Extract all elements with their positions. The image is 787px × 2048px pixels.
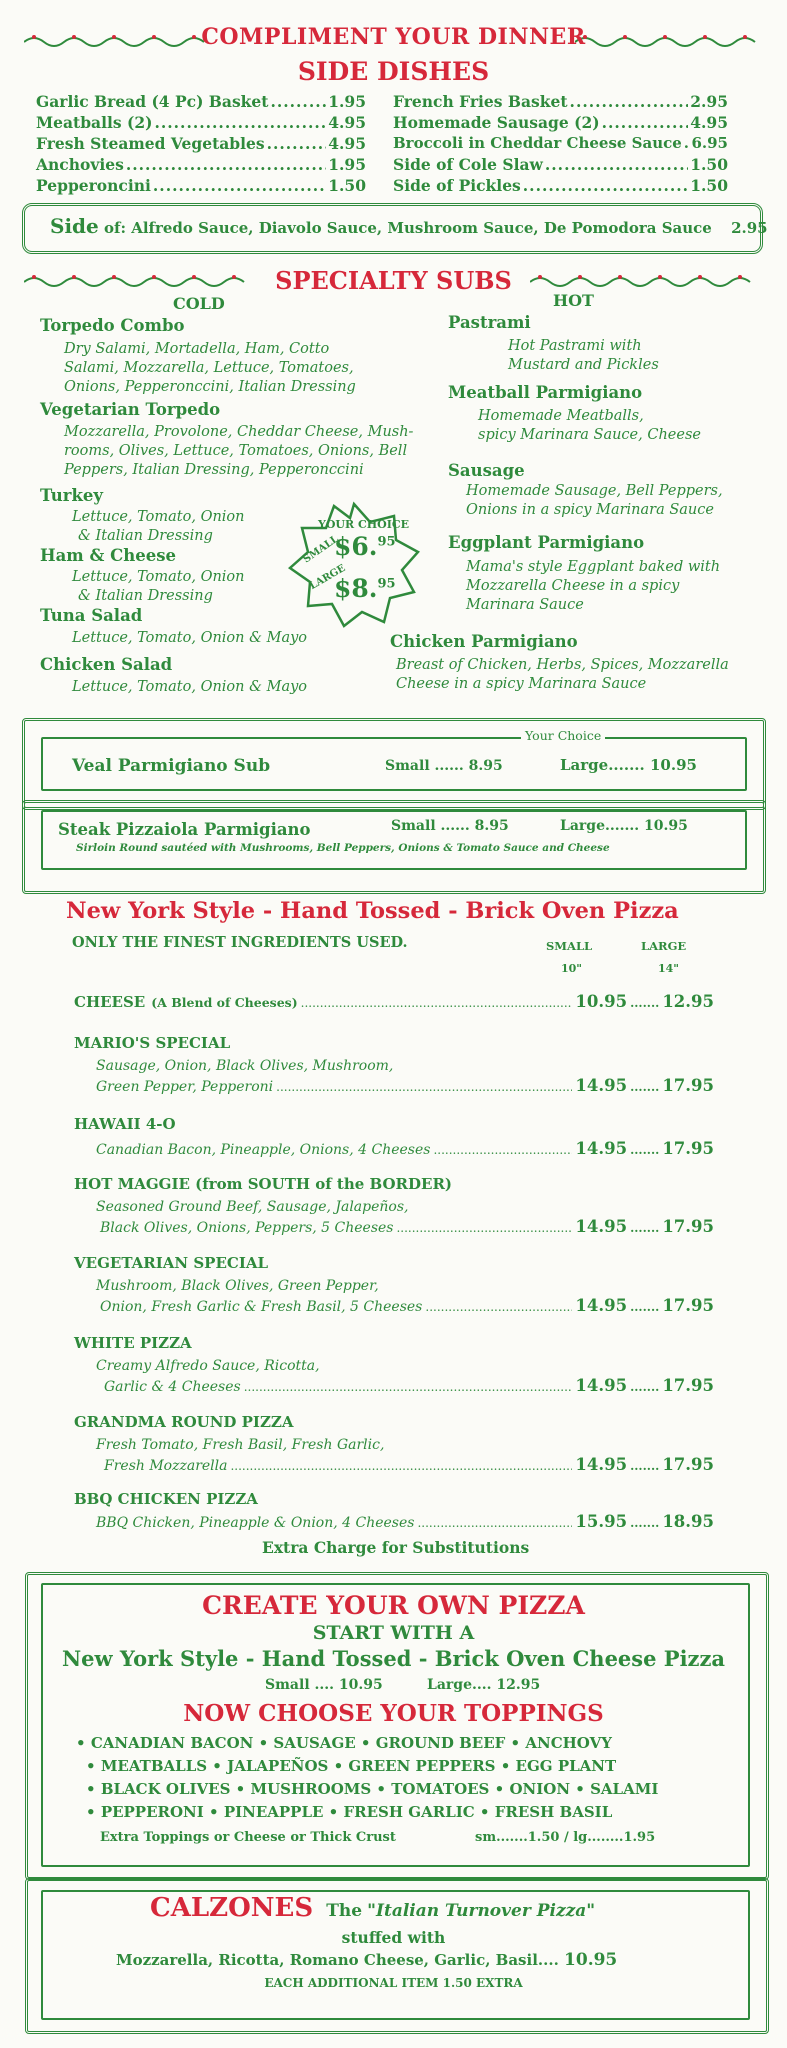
- create-heading: CREATE YOUR OWN PIZZA: [202, 1591, 585, 1620]
- pizza-name: MARIO'S SPECIAL: [74, 1034, 231, 1052]
- create-large: Large.... 12.95: [427, 1677, 541, 1693]
- sub-name: Chicken Salad: [40, 655, 173, 674]
- pizza-desc: Mushroom, Black Olives, Green Pepper,: [96, 1278, 379, 1294]
- pizza-name: VEGETARIAN SPECIAL: [74, 1254, 269, 1272]
- sub-desc: Lettuce, Tomato, Onion & Mayo: [72, 679, 308, 695]
- toppings-row: • PEPPERONI • PINEAPPLE • FRESH GARLIC • FRESH BASIL: [86, 1803, 613, 1821]
- pizza-name: HOT MAGGIE (from SOUTH of the BORDER): [74, 1175, 453, 1193]
- extra-charge-note: Extra Charge for Substitutions: [262, 1538, 530, 1557]
- calzones-ingredients-line: Mozzarella, Ricotta, Romano Cheese, Garlic, Basil.... 10.95: [116, 1950, 618, 1970]
- list-item: Homemade Sausage (2) ..... 4.95: [393, 113, 728, 132]
- list-item: Garlic Bread (4 Pc) Basket ..... 1.95: [36, 92, 366, 111]
- list-item: Broccoli in Cheddar Cheese Sauce ..... 6.95: [393, 134, 728, 152]
- sub-name: Vegetarian Torpedo: [40, 400, 221, 419]
- sub-name: Tuna Salad: [40, 606, 143, 625]
- pizza-row: Green Pepper, Pepperoni ..... 14.95 ....... 17.95: [96, 1076, 714, 1095]
- pizza-row: Black Olives, Onions, Peppers, 5 Cheeses ..... 14.95 ....... 17.95: [100, 1217, 714, 1236]
- create-style: New York Style - Hand Tossed - Brick Oven Cheese Pizza: [61, 1646, 726, 1671]
- list-item: Side of Pickles ..... 1.50: [393, 176, 728, 195]
- pizza-row: CHEESE (A Blend of Cheeses) ..... 10.95 ....... 12.95: [74, 992, 714, 1011]
- large-size-label: LARGE: [641, 939, 687, 953]
- sub-desc: Lettuce, Tomato, Onion & Italian Dressing: [72, 509, 245, 544]
- sauce-side-word: Side: [50, 214, 99, 238]
- steak-desc: Sirloin Round sautéed with Mushrooms, Bell Peppers, Onions & Tomato Sauce and Cheese: [76, 842, 610, 854]
- sub-desc: Mama's style Eggplant baked with Mozzarella Cheese in a spicy Marinara Sauce: [466, 559, 721, 613]
- pizza-subtitle: ONLY THE FINEST INGREDIENTS USED.: [72, 934, 408, 951]
- calzones-stuffed: stuffed with: [341, 1928, 446, 1947]
- toppings-heading: NOW CHOOSE YOUR TOPPINGS: [183, 1700, 604, 1727]
- compliment-heading: COMPLIMENT YOUR DINNER: [201, 24, 586, 50]
- calzones-title-line: [150, 1893, 595, 1923]
- veal-name: Veal Parmigiano Sub: [72, 756, 271, 776]
- sub-name: Pastrami: [448, 313, 531, 332]
- list-item: Anchovies ..... 1.95: [36, 155, 366, 174]
- steak-name: Steak Pizzaiola Parmigiano: [58, 820, 311, 839]
- sub-desc: Breast of Chicken, Herbs, Spices, Mozzarella Cheese in a spicy Marinara Sauce: [396, 657, 729, 692]
- large-size-inch: 14": [658, 962, 680, 975]
- sub-desc: Homemade Meatballs, spicy Marinara Sauce, Cheese: [478, 408, 701, 443]
- side-dishes-heading: SIDE DISHES: [297, 57, 490, 86]
- toppings-row: • CANADIAN BACON • SAUSAGE • GROUND BEEF • ANCHOVY: [76, 1734, 612, 1752]
- hot-label: HOT: [553, 291, 594, 310]
- extra-toppings-note: Extra Toppings or Cheese or Thick Crust: [100, 1830, 396, 1845]
- sub-name: Turkey: [40, 486, 103, 505]
- calzones-turnover: "Italian Turnover Pizza": [367, 1901, 596, 1921]
- cold-label: COLD: [173, 294, 225, 313]
- pizza-name: WHITE PIZZA: [74, 1334, 192, 1352]
- list-item: Pepperoncini ..... 1.50: [36, 176, 366, 195]
- toppings-row: • BLACK OLIVES • MUSHROOMS • TOMATOES • ONION • SALAMI: [86, 1780, 659, 1798]
- calzones-price: 10.95: [564, 1950, 618, 1970]
- sub-desc: Dry Salami, Mortadella, Ham, Cotto Salami, Mozzarella, Lettuce, Tomatoes, Onions, Pepperonccini, Italian Dressing: [64, 341, 356, 395]
- pizza-row: Onion, Fresh Garlic & Fresh Basil, 5 Cheeses ..... 14.95 ....... 17.95: [100, 1296, 714, 1315]
- pizza-row: Canadian Bacon, Pineapple, Onions, 4 Cheeses ..... 14.95 ....... 17.95: [96, 1139, 714, 1158]
- list-item: French Fries Basket ..... 2.95: [393, 92, 728, 111]
- calzones-each: EACH ADDITIONAL ITEM 1.50 EXTRA: [264, 1976, 523, 1990]
- list-item: Fresh Steamed Vegetables ..... 4.95: [36, 134, 366, 153]
- sub-desc: Lettuce, Tomato, Onion & Mayo: [72, 630, 308, 646]
- calzones-the: The: [326, 1901, 363, 1921]
- sub-desc: Homemade Sausage, Bell Peppers, Onions in a spicy Marinara Sauce: [466, 483, 723, 518]
- pizza-name: BBQ CHICKEN PIZZA: [74, 1490, 258, 1508]
- sub-desc: Mozzarella, Provolone, Cheddar Cheese, Mush- rooms, Olives, Lettuce, Tomatoes, Onions, Bell Peppers, Italian Dressing, Pepperonccini: [64, 424, 414, 478]
- sauce-line: [50, 214, 768, 238]
- steak-large: Large....... 10.95: [560, 818, 688, 834]
- sub-name: Meatball Parmigiano: [448, 383, 643, 402]
- sauce-text: of: Alfredo Sauce, Diavolo Sauce, Mushroom Sauce, De Pomodora Sauce: [103, 219, 712, 237]
- pizza-desc: Creamy Alfredo Sauce, Ricotta,: [96, 1358, 320, 1374]
- steak-small: Small ...... 8.95: [391, 818, 509, 834]
- create-start: START WITH A: [312, 1622, 475, 1644]
- pizza-row: Garlic & 4 Cheeses ..... 14.95 ....... 17.95: [104, 1376, 714, 1395]
- small-size-label: SMALL: [546, 939, 593, 953]
- extra-toppings-price: sm.......1.50 / lg........1.95: [475, 1830, 656, 1845]
- specialty-subs-heading: SPECIALTY SUBS: [275, 266, 512, 295]
- sub-name: Sausage: [448, 461, 525, 480]
- pizza-desc: Sausage, Onion, Black Olives, Mushroom,: [96, 1058, 394, 1074]
- sub-name: Ham & Cheese: [40, 546, 177, 565]
- sub-desc: Lettuce, Tomato, Onion & Italian Dressing: [72, 569, 245, 604]
- price-badge: YOUR CHOICE SMALL $6.95 LARGE $8.95: [284, 500, 424, 630]
- veal-large: Large....... 10.95: [560, 756, 697, 774]
- calzones-heading: CALZONES: [150, 1893, 314, 1923]
- veal-your-choice: Your Choice: [521, 728, 605, 743]
- pizza-desc: Seasoned Ground Beef, Sausage, Jalapeños,: [96, 1199, 409, 1215]
- sub-name: Torpedo Combo: [40, 316, 185, 335]
- sauce-price: 2.95: [731, 219, 768, 237]
- sub-name: Chicken Parmigiano: [390, 632, 578, 651]
- list-item: Side of Cole Slaw ..... 1.50: [393, 155, 728, 174]
- list-item: Meatballs (2) ..... 4.95: [36, 113, 366, 132]
- small-size-inch: 10": [561, 962, 583, 975]
- sub-name: Eggplant Parmigiano: [448, 533, 645, 552]
- sub-desc: Hot Pastrami with Mustard and Pickles: [508, 338, 659, 373]
- pizza-row: BBQ Chicken, Pineapple & Onion, 4 Cheeses ..... 15.95 ....... 18.95: [96, 1512, 714, 1531]
- veal-small: Small ...... 8.95: [385, 758, 503, 774]
- pizza-heading: New York Style - Hand Tossed - Brick Oven Pizza: [66, 898, 679, 924]
- pizza-name: HAWAII 4-O: [74, 1115, 176, 1133]
- toppings-row: • MEATBALLS • JALAPEÑOS • GREEN PEPPERS • EGG PLANT: [86, 1757, 617, 1775]
- create-small: Small .... 10.95: [265, 1677, 383, 1693]
- pizza-name: GRANDMA ROUND PIZZA: [74, 1413, 294, 1431]
- pizza-desc: Fresh Tomato, Fresh Basil, Fresh Garlic,: [96, 1437, 385, 1453]
- pizza-row: Fresh Mozzarella ..... 14.95 ....... 17.95: [104, 1455, 714, 1474]
